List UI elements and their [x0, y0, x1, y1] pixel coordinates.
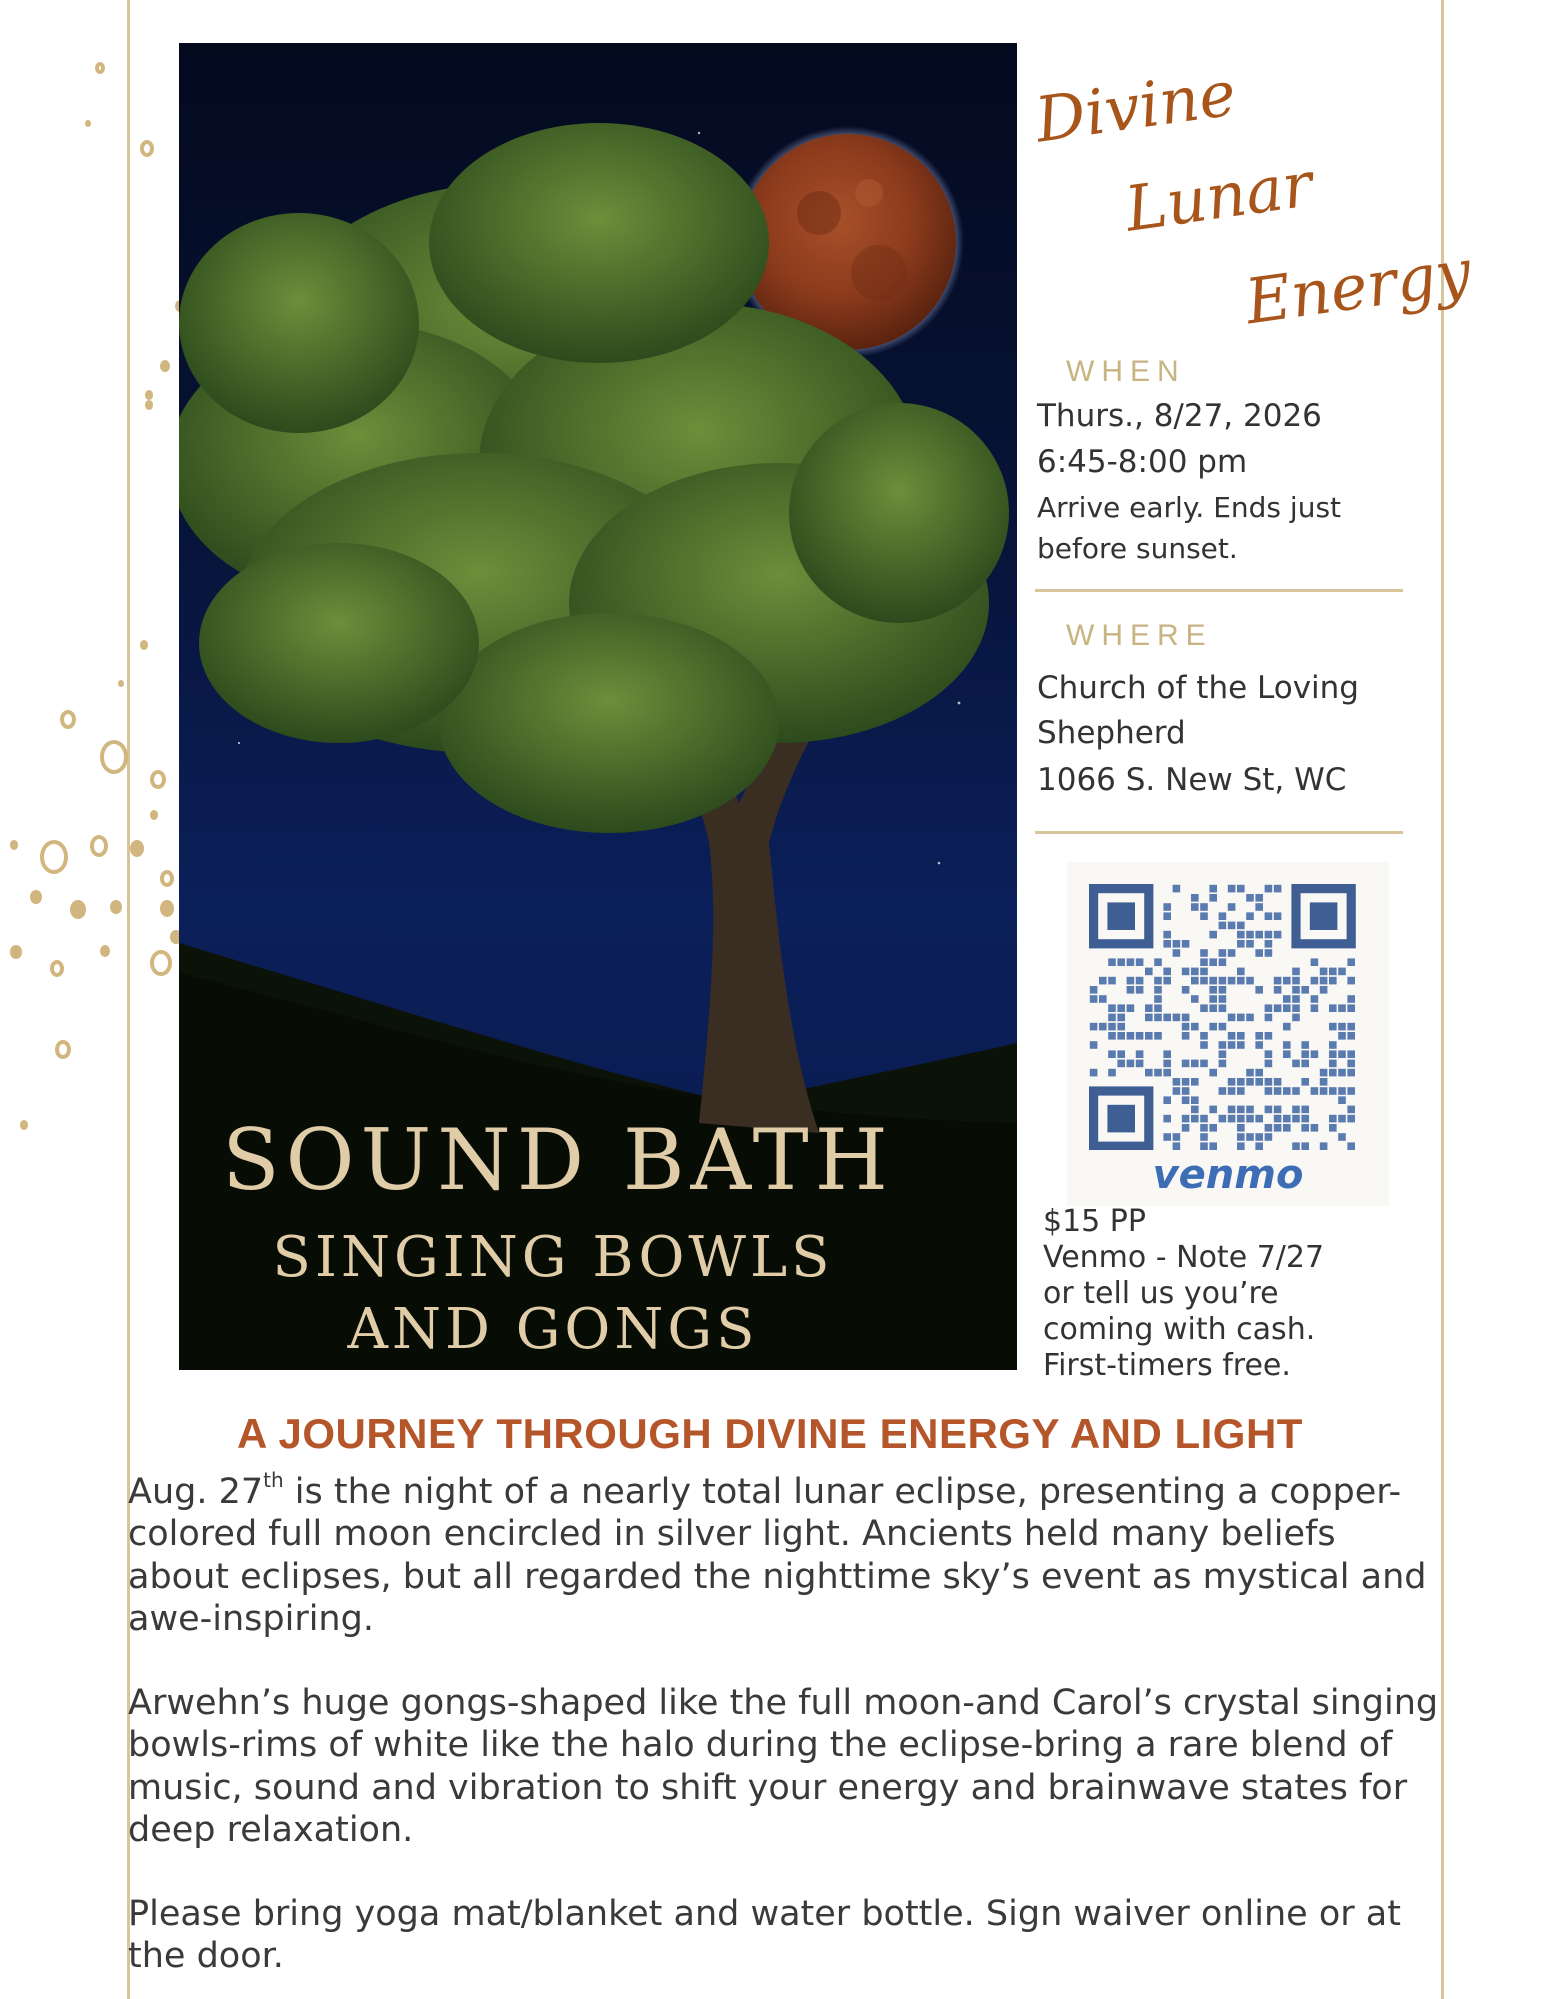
instructions-paragraph: Please bring yoga mat/blanket and water bottle. Sign waiver online or at the door.	[128, 1894, 1401, 1977]
script-title-line1: Divine	[1030, 56, 1241, 157]
gold-dot	[60, 710, 76, 729]
venmo-logo: venmo	[1152, 1152, 1304, 1198]
gold-dot	[40, 840, 68, 874]
where-heading: WHERE	[1066, 619, 1213, 652]
gold-dot	[20, 1120, 28, 1130]
script-title	[1030, 56, 1476, 350]
arrival-note: Arrive early. Ends just before sunset.	[1037, 491, 1342, 565]
gold-dot	[145, 390, 153, 400]
gold-dot	[95, 62, 105, 74]
gold-dot	[150, 810, 158, 820]
price-info	[1043, 1204, 1403, 1384]
gold-dot	[140, 640, 148, 650]
gold-dot	[30, 890, 42, 904]
price: $15 PP	[1043, 1204, 1146, 1239]
gold-dot	[160, 870, 174, 887]
gold-dot	[90, 835, 108, 857]
poster-subtitle-line1: SINGING BOWLS	[272, 1225, 834, 1290]
gold-dot	[160, 360, 170, 372]
gold-dot	[10, 945, 22, 959]
journey-heading: A JOURNEY THROUGH DIVINE ENERGY AND LIGHT	[237, 1410, 1303, 1457]
payment-note: coming with cash.	[1043, 1312, 1316, 1347]
event-date: Thurs., 8/27, 2026	[1037, 398, 1322, 434]
payment-note: First-timers free.	[1043, 1348, 1291, 1383]
gold-dot	[70, 900, 86, 919]
description-paragraph: Arwehn’s huge gongs-shaped like the full moon-and Carol’s crystal singing bowls-rims of white like the halo during the eclipse-bring a rare blend of music, sound and vibration to shift your energy and brainwave states for deep relaxation.	[128, 1683, 1439, 1851]
gold-dot	[50, 960, 64, 977]
poster-title: SOUND BATH	[222, 1111, 894, 1209]
gold-dot	[118, 680, 124, 687]
poster-image	[179, 43, 1017, 1370]
script-title-line2: Lunar	[1120, 147, 1317, 246]
script-title-line3: Energy	[1241, 234, 1476, 339]
when-heading: WHEN	[1066, 355, 1186, 388]
divider	[1035, 589, 1403, 592]
event-time: 6:45-8:00 pm	[1037, 444, 1248, 480]
gold-dot	[140, 140, 154, 157]
gold-dot	[150, 770, 166, 789]
payment-note: or tell us you’re	[1043, 1276, 1279, 1311]
gold-dot	[100, 740, 128, 774]
gold-dot	[85, 120, 91, 127]
gold-dot	[150, 950, 172, 976]
gold-dot	[55, 1040, 71, 1059]
venue-address: 1066 S. New St, WC	[1037, 762, 1347, 798]
gold-dot	[100, 945, 110, 957]
venue-name: Church of the Loving Shepherd	[1037, 670, 1359, 751]
divider	[1035, 831, 1403, 834]
qr-code-icon	[1089, 884, 1367, 1150]
gold-dot	[160, 900, 174, 917]
gold-dot	[10, 840, 18, 850]
gold-dot	[110, 900, 122, 914]
gold-dot	[145, 400, 153, 410]
gold-dot	[130, 840, 144, 857]
venmo-qr-code[interactable]	[1067, 862, 1389, 1206]
description-paragraph: Aug. 27th is the night of a nearly total lunar eclipse, presenting a copper-colored full moon encircled in silver light. Ancients held many beliefs about eclipses, but all regarded the nighttime sky’s event as mystical and awe-inspiring.	[128, 1468, 1427, 1640]
payment-note: Venmo - Note 7/27	[1043, 1240, 1325, 1275]
poster-subtitle-line2: AND GONGS	[347, 1297, 759, 1362]
